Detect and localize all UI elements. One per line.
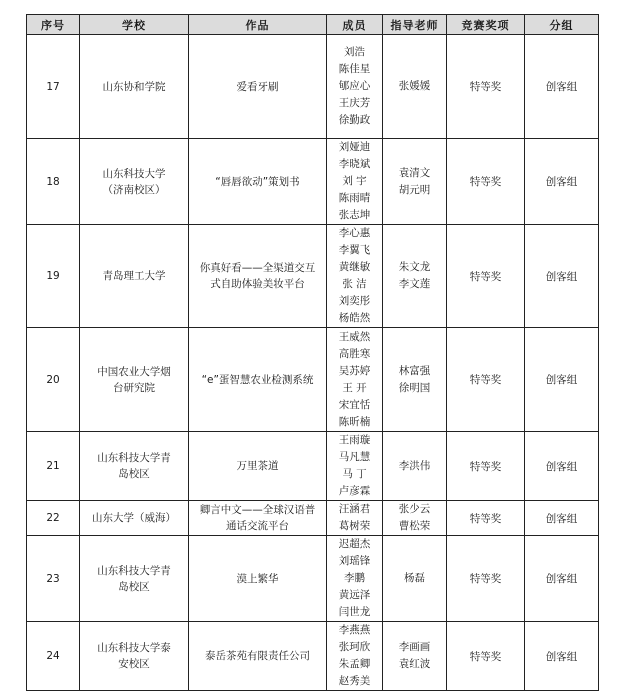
cell-members-line: 王雨璇 xyxy=(338,434,371,446)
cell-award: 特等奖 xyxy=(447,328,525,432)
cell-school-line: （济南校区） xyxy=(102,183,166,196)
cell-school xyxy=(80,536,189,622)
cell-num: 20 xyxy=(27,328,80,432)
table-row xyxy=(27,225,599,328)
cell-group: 创客组 xyxy=(525,139,599,225)
cell-school xyxy=(80,35,189,139)
cell-work-line: 你真好看——全渠道交互 xyxy=(199,262,316,274)
cell-work-line: 卿言中文——全球汉语普 xyxy=(199,504,316,516)
cell-members-line: 李燕燕 xyxy=(338,624,371,636)
header-teachers: 指导老师 xyxy=(383,15,447,35)
cell-group: 创客组 xyxy=(525,328,599,432)
cell-num: 21 xyxy=(27,432,80,501)
cell-teachers xyxy=(383,139,447,225)
cell-work-line: “唇唇欲动”策划书 xyxy=(215,175,300,188)
cell-work-line: 式自助体验美妆平台 xyxy=(210,278,305,290)
table-row xyxy=(27,622,599,691)
cell-award: 特等奖 xyxy=(447,622,525,691)
cell-teachers xyxy=(383,622,447,691)
cell-members-line: 李心惠 xyxy=(338,227,371,239)
cell-members-line: 刘浩 xyxy=(344,46,365,58)
cell-school-line: 山东协和学院 xyxy=(102,80,166,93)
cell-members-line: 郇应心 xyxy=(338,80,371,92)
cell-members-line: 闫世龙 xyxy=(338,606,371,618)
cell-members-line: 王威然 xyxy=(338,330,371,343)
cell-work xyxy=(189,328,327,432)
cell-members xyxy=(327,35,383,139)
cell-members xyxy=(327,139,383,225)
cell-school xyxy=(80,139,189,225)
cell-award: 特等奖 xyxy=(447,536,525,622)
cell-award: 特等奖 xyxy=(447,139,525,225)
header-num: 序号 xyxy=(27,15,80,35)
cell-work-line: 万里茶道 xyxy=(236,460,279,472)
cell-work-line: 漠上繁华 xyxy=(236,572,279,585)
cell-award: 特等奖 xyxy=(447,35,525,139)
cell-teachers xyxy=(383,432,447,501)
cell-teachers-line: 徐明国 xyxy=(398,381,431,394)
cell-group: 创客组 xyxy=(525,536,599,622)
cell-school-line: 山东科技大学青 xyxy=(97,452,171,464)
cell-members-line: 马凡慧 xyxy=(338,451,371,463)
cell-teachers-line: 张媛媛 xyxy=(398,80,431,92)
cell-school xyxy=(80,432,189,501)
cell-members-line: 陈昕楠 xyxy=(338,415,371,428)
cell-members-line: 王 开 xyxy=(342,381,367,394)
cell-school xyxy=(80,225,189,328)
cell-members xyxy=(327,622,383,691)
cell-num: 17 xyxy=(27,35,80,139)
cell-work xyxy=(189,225,327,328)
cell-members-line: 卢彦霖 xyxy=(338,485,371,497)
cell-teachers xyxy=(383,328,447,432)
cell-members-line: 刘娅迪 xyxy=(338,141,371,153)
cell-work xyxy=(189,35,327,139)
cell-members-line: 迟超杰 xyxy=(338,538,371,550)
cell-members-line: 黄远泽 xyxy=(338,589,371,601)
cell-work xyxy=(189,432,327,501)
cell-members-line: 黄继敏 xyxy=(338,261,371,273)
cell-teachers-line: 胡元明 xyxy=(398,183,431,196)
cell-teachers-line: 李洪伟 xyxy=(398,459,431,472)
cell-members-line: 刘 宇 xyxy=(342,175,367,187)
cell-work xyxy=(189,622,327,691)
table-row xyxy=(27,35,599,139)
cell-members-line: 徐勤政 xyxy=(338,114,371,126)
cell-teachers-line: 张少云 xyxy=(398,503,431,515)
cell-group: 创客组 xyxy=(525,501,599,536)
cell-num: 24 xyxy=(27,622,80,691)
cell-award: 特等奖 xyxy=(447,501,525,536)
cell-members-line: 陈雨晴 xyxy=(338,192,371,204)
header-row xyxy=(27,15,599,35)
cell-members-line: 葛树荣 xyxy=(338,520,371,532)
cell-members-line: 汪涵君 xyxy=(338,503,371,515)
cell-school-line: 山东大学（威海） xyxy=(92,512,176,524)
cell-school xyxy=(80,622,189,691)
cell-school-line: 山东科技大学 xyxy=(102,167,166,180)
cell-teachers-line: 朱文龙 xyxy=(398,261,431,273)
cell-award: 特等奖 xyxy=(447,432,525,501)
cell-members-line: 朱孟卿 xyxy=(338,658,371,670)
cell-members xyxy=(327,225,383,328)
cell-work xyxy=(189,501,327,536)
cell-members xyxy=(327,328,383,432)
cell-members-line: 赵秀美 xyxy=(338,675,371,687)
cell-group: 创客组 xyxy=(525,432,599,501)
cell-teachers xyxy=(383,35,447,139)
cell-school-line: 岛校区 xyxy=(118,468,150,480)
cell-work xyxy=(189,139,327,225)
cell-teachers-line: 林富强 xyxy=(398,364,431,377)
cell-teachers-line: 袁红波 xyxy=(398,658,431,670)
cell-members-line: 李鹏 xyxy=(344,572,365,584)
cell-school-line: 台研究院 xyxy=(113,381,155,394)
cell-teachers xyxy=(383,225,447,328)
header-members: 成员 xyxy=(327,15,383,35)
cell-num: 22 xyxy=(27,501,80,536)
cell-school-line: 山东科技大学泰 xyxy=(97,642,171,654)
cell-work-line: 爱看牙刷 xyxy=(236,80,279,93)
table-row xyxy=(27,536,599,622)
cell-members-line: 张珂欣 xyxy=(338,641,371,653)
cell-teachers xyxy=(383,501,447,536)
cell-members-line: 李晓斌 xyxy=(338,158,371,170)
cell-school-line: 中国农业大学烟 xyxy=(97,365,171,378)
cell-school-line: 青岛理工大学 xyxy=(102,270,166,282)
header-work: 作品 xyxy=(189,15,327,35)
cell-work-line: 通话交流平台 xyxy=(226,520,289,532)
cell-teachers xyxy=(383,536,447,622)
cell-members-line: 杨皓然 xyxy=(338,312,371,324)
cell-award: 特等奖 xyxy=(447,225,525,328)
cell-school-line: 安校区 xyxy=(118,658,150,670)
table-row xyxy=(27,501,599,536)
cell-members-line: 刘瑶锋 xyxy=(338,555,371,567)
cell-members-line: 李翼飞 xyxy=(338,244,371,256)
cell-work xyxy=(189,536,327,622)
cell-school xyxy=(80,328,189,432)
cell-members-line: 宋宜恬 xyxy=(338,398,371,411)
table-row xyxy=(27,432,599,501)
cell-members-line: 陈佳星 xyxy=(338,63,371,75)
cell-members-line: 刘奕彤 xyxy=(338,295,371,307)
cell-work-line: “e”蛋智慧农业检测系统 xyxy=(201,373,314,386)
cell-members-line: 吴苏婷 xyxy=(338,364,371,377)
cell-teachers-line: 杨磊 xyxy=(404,572,425,584)
cell-members-line: 张志坤 xyxy=(338,209,371,221)
cell-group: 创客组 xyxy=(525,35,599,139)
cell-teachers-line: 曹松荣 xyxy=(398,520,431,532)
cell-work-line: 泰岳茶苑有限责任公司 xyxy=(205,650,310,662)
cell-members-line: 王庆芳 xyxy=(338,97,371,109)
cell-teachers-line: 李文莲 xyxy=(398,278,431,290)
award-table xyxy=(26,14,599,691)
cell-teachers-line: 袁清文 xyxy=(398,166,431,179)
cell-members-line: 张 洁 xyxy=(342,278,367,290)
cell-teachers-line: 李画画 xyxy=(398,641,431,653)
cell-school-line: 岛校区 xyxy=(118,580,150,593)
cell-num: 19 xyxy=(27,225,80,328)
cell-num: 18 xyxy=(27,139,80,225)
cell-members-line: 马 丁 xyxy=(342,468,367,480)
cell-school xyxy=(80,501,189,536)
table-row xyxy=(27,328,599,432)
cell-group: 创客组 xyxy=(525,225,599,328)
cell-num: 23 xyxy=(27,536,80,622)
table-row xyxy=(27,139,599,225)
table-body xyxy=(27,35,599,691)
header-school: 学校 xyxy=(80,15,189,35)
cell-school-line: 山东科技大学青 xyxy=(97,564,171,577)
cell-members xyxy=(327,501,383,536)
cell-group: 创客组 xyxy=(525,622,599,691)
cell-members-line: 高胜寒 xyxy=(338,347,371,360)
cell-members xyxy=(327,536,383,622)
header-award: 竞赛奖项 xyxy=(447,15,525,35)
header-group: 分组 xyxy=(525,15,599,35)
cell-members xyxy=(327,432,383,501)
